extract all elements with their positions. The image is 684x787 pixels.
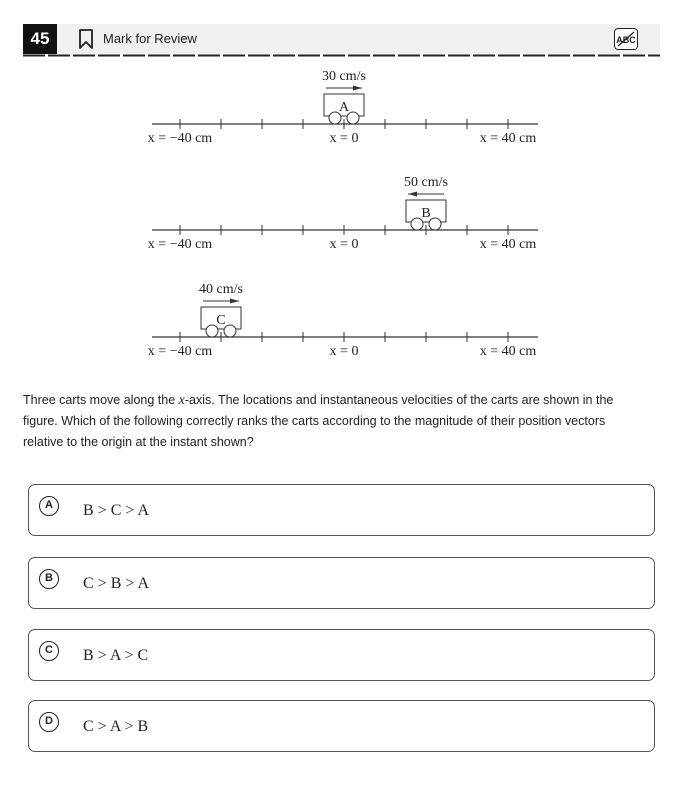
option-text: C > A > B: [83, 718, 149, 735]
mark-for-review-button[interactable]: Mark for Review: [103, 31, 197, 46]
arrow-head: [408, 192, 417, 197]
header-divider: [23, 54, 660, 57]
cart-wheel: [411, 218, 423, 230]
option-letter-badge: B: [39, 569, 59, 589]
cart-wheel: [429, 218, 441, 230]
question-header: [23, 24, 660, 54]
option-b[interactable]: [28, 557, 655, 609]
cart-label: B: [421, 206, 431, 221]
bookmark-icon[interactable]: [78, 29, 94, 49]
axis-label-right: x = 40 cm: [479, 237, 537, 252]
answer-eliminator-button[interactable]: [614, 28, 638, 50]
arrow-head: [230, 299, 239, 304]
velocity-label: 40 cm/s: [199, 282, 243, 297]
option-c[interactable]: [28, 629, 655, 681]
option-text: B > A > C: [83, 647, 149, 664]
axis-label-middle: x = 0: [329, 237, 359, 252]
cart-label: C: [216, 313, 226, 328]
option-letter-badge: C: [39, 641, 59, 661]
option-a[interactable]: [28, 484, 655, 536]
cart-wheel: [347, 112, 359, 124]
axis-label-middle: x = 0: [329, 131, 359, 146]
option-letter-badge: A: [39, 496, 59, 516]
velocity-label: 30 cm/s: [322, 69, 366, 84]
velocity-label: 50 cm/s: [404, 175, 448, 190]
axis-label-left: x = −40 cm: [147, 237, 213, 252]
axis-label-right: x = 40 cm: [479, 344, 537, 359]
axis-label-left: x = −40 cm: [147, 131, 213, 146]
option-text: C > B > A: [83, 575, 150, 592]
cart-wheel: [206, 325, 218, 337]
option-d[interactable]: [28, 700, 655, 752]
question-number: 45: [23, 24, 57, 54]
svg-text:ABC: ABC: [616, 35, 636, 45]
option-letter-badge: D: [39, 712, 59, 732]
carts-figure: [130, 62, 560, 362]
question-text: Three carts move along the x-axis. The locations and instantaneous velocities of the carts are shown in the figure. Which of the following correctly ranks the carts according to the magnitude of their position vectors relative to the origin at the instant shown?: [23, 393, 614, 449]
strikethrough-abc-icon: [615, 29, 637, 49]
axis-label-middle: x = 0: [329, 344, 359, 359]
axis-label-right: x = 40 cm: [479, 131, 537, 146]
axis-label-left: x = −40 cm: [147, 344, 213, 359]
cart-wheel: [329, 112, 341, 124]
arrow-head: [353, 86, 362, 91]
option-text: B > C > A: [83, 502, 150, 519]
cart-label: A: [338, 100, 350, 115]
cart-wheel: [224, 325, 236, 337]
